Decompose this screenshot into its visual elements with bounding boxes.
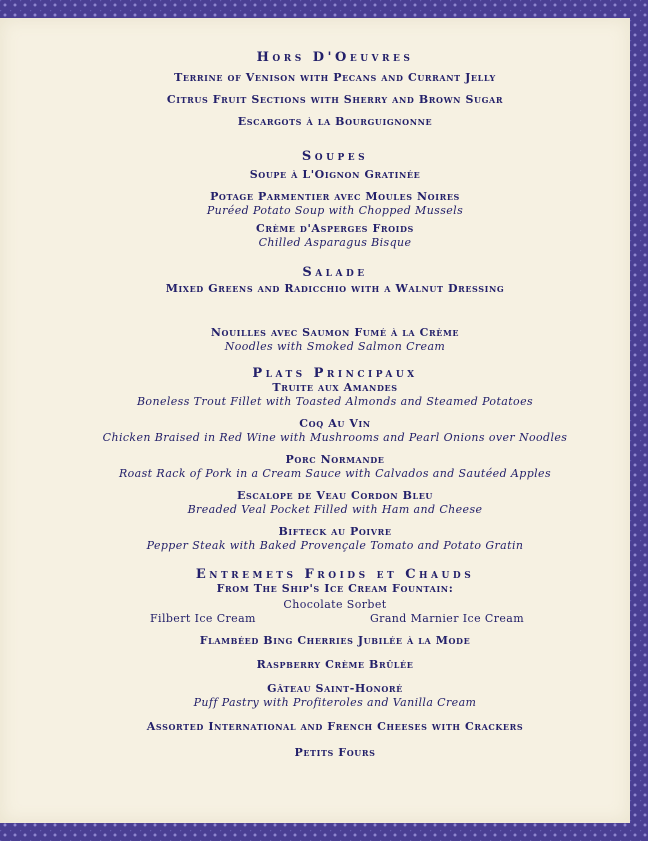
section-title-hors-doeuvres: Hors D'Oeuvres: [256, 50, 414, 65]
menu-item-description: Roast Rack of Pork in a Cream Sauce with Calvados and Sautéed Apples: [118, 467, 552, 480]
menu-item: Potage Parmentier avec Moules Noires: [210, 190, 460, 203]
menu-item: Soupe à L'Oignon Gratinée: [249, 168, 421, 181]
menu-item: Mixed Greens and Radicchio with a Walnut Dressing: [165, 282, 505, 295]
menu-item: Assorted International and French Cheeses with Crackers: [146, 720, 524, 733]
menu-item-description: Breaded Veal Pocket Filled with Ham and Cheese: [187, 503, 483, 516]
section-title-entremets: Entremets Froids et Chauds: [195, 567, 475, 582]
menu-item: Nouilles avec Saumon Fumé à la Crème: [210, 326, 460, 339]
ice-cream-pair: [0, 612, 648, 626]
ice-cream-fountain-heading: From The Ship's Ice Cream Fountain:: [216, 582, 454, 595]
menu-item: Flambéed Bing Cherries Jubilée à la Mode: [199, 634, 471, 647]
menu-item: Coq Au Vin: [299, 417, 371, 430]
menu-item-description: Pepper Steak with Baked Provençale Tomato and Potato Gratin: [146, 539, 524, 552]
menu-item: Petits Fours: [294, 746, 376, 759]
menu-item: Truite aux Amandes: [272, 381, 398, 394]
menu-item: Escargots à la Bourguignonne: [237, 115, 433, 128]
section-title-plats-principaux: Plats Principaux: [252, 366, 418, 381]
menu-item: Bifteck au Poivre: [278, 525, 392, 538]
menu-item: Citrus Fruit Sections with Sherry and Brown Sugar: [166, 93, 504, 106]
menu-item: Crème d'Asperges Froids: [256, 222, 414, 235]
menu-item-description: Grand Marnier Ice Cream: [370, 612, 525, 625]
menu-item-description: Chilled Asparagus Bisque: [258, 236, 412, 249]
menu-content: [0, 30, 648, 760]
menu-item-description: Puff Pastry with Profiteroles and Vanilla Cream: [193, 696, 477, 709]
section-title-soupes: Soupes: [301, 149, 369, 164]
menu-item: Terrine of Venison with Pecans and Currant Jelly: [174, 71, 496, 84]
menu-item: Gâteau Saint-Honoré: [267, 682, 403, 695]
menu-item: Escalope de Veau Cordon Bleu: [237, 489, 433, 502]
menu-item: Porc Normande: [285, 453, 385, 466]
menu-item-description: Filbert Ice Cream: [150, 612, 256, 625]
menu-item-description: Noodles with Smoked Salmon Cream: [224, 340, 446, 353]
menu-item-description: Boneless Trout Fillet with Toasted Almonds and Steamed Potatoes: [136, 395, 534, 408]
section-title-salade: Salade: [302, 265, 368, 280]
menu-item-description: Chocolate Sorbet: [283, 598, 387, 611]
menu-item-description: Puréed Potato Soup with Chopped Mussels: [206, 204, 464, 217]
menu-item-description: Chicken Braised in Red Wine with Mushrooms and Pearl Onions over Noodles: [102, 431, 568, 444]
menu-item: Raspberry Crème Brûlée: [256, 658, 414, 671]
